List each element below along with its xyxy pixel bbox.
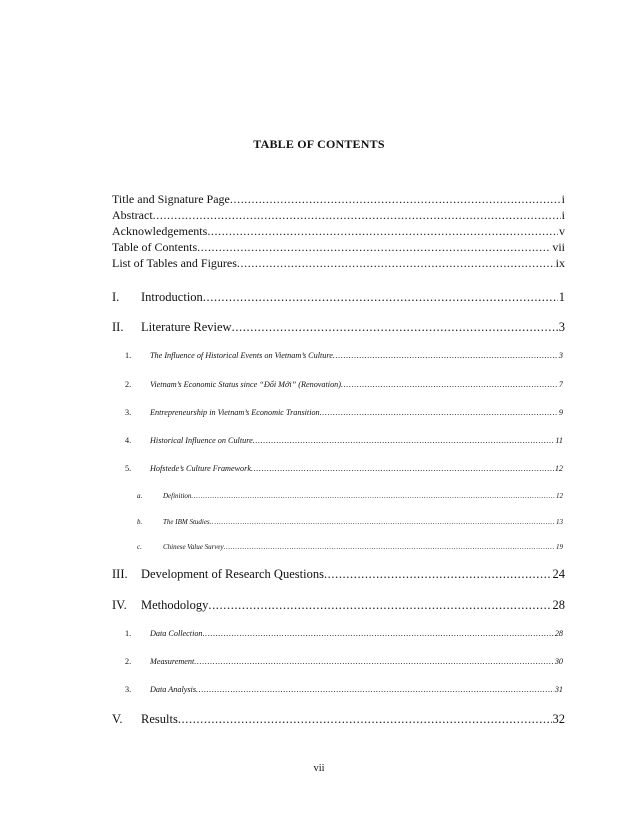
toc-subsection-entrepreneurship[interactable] [125, 408, 563, 417]
toc-subsection-data-collection[interactable] [125, 629, 563, 638]
section-number: V. [112, 712, 123, 726]
leader-dots [191, 492, 555, 500]
entry-page: 19 [556, 543, 563, 551]
section-number: I. [112, 290, 120, 304]
entry-title: Vietnam’s Economic Status since “Đổi Mới” (Renovation) [150, 380, 341, 389]
leader-dots [194, 657, 554, 666]
toc-subsection-historical-events[interactable] [125, 351, 563, 360]
toc-subsection-hofstede[interactable] [125, 464, 563, 473]
toc-entry-list-of-tables[interactable] [112, 256, 565, 271]
leader-dots [253, 436, 555, 445]
leader-dots [324, 567, 552, 582]
toc-entry-table-of-contents[interactable] [112, 240, 565, 255]
subsection-number: 3. [125, 685, 132, 694]
subsection-number: 2. [125, 380, 132, 389]
leader-dots [341, 380, 558, 389]
leader-dots [230, 192, 561, 207]
section-number: II. [112, 320, 124, 334]
entry-title: Definition [163, 492, 192, 500]
entry-title: Data Collection [150, 629, 203, 638]
entry-title: Title and Signature Page [112, 192, 230, 206]
subsection-number: 4. [125, 436, 132, 445]
entry-title: Development of Research Questions [141, 567, 324, 581]
entry-page: 12 [556, 492, 563, 500]
entry-title: Hofstede’s Culture Framework [150, 464, 251, 473]
subsection-number: 1. [125, 629, 132, 638]
toc-section-research-questions[interactable] [112, 567, 565, 582]
leader-dots [196, 685, 554, 694]
entry-page: 30 [554, 657, 563, 666]
leader-dots [203, 629, 554, 638]
page-number: vii [313, 763, 325, 774]
entry-title: Methodology [141, 598, 209, 612]
entry-page: v [559, 224, 565, 238]
entry-title: Literature Review [141, 320, 232, 334]
entry-page: 7 [558, 380, 563, 389]
entry-page: 3 [558, 320, 565, 334]
toc-entry-acknowledgements[interactable] [112, 224, 565, 239]
entry-title: Historical Influence on Culture [150, 436, 253, 445]
entry-title: Chinese Value Survey [163, 543, 224, 551]
subsubsection-letter: c. [137, 543, 142, 551]
entry-title: Abstract [112, 208, 153, 222]
toc-heading: TABLE OF CONTENTS [253, 137, 385, 151]
leader-dots [333, 351, 558, 360]
section-number: III. [112, 567, 128, 581]
section-number: IV. [112, 598, 127, 612]
toc-subsection-data-analysis[interactable] [125, 685, 563, 694]
toc-subsection-measurement[interactable] [125, 657, 563, 666]
subsection-number: 3. [125, 408, 132, 417]
entry-title: Results [141, 712, 178, 726]
toc-entry-title-page[interactable] [112, 192, 565, 207]
leader-dots [203, 290, 558, 305]
entry-page: 32 [552, 712, 565, 726]
entry-page: ix [555, 256, 565, 270]
subsection-number: 2. [125, 657, 132, 666]
entry-page: vii [552, 240, 565, 254]
entry-page: 12 [554, 464, 563, 473]
subsubsection-letter: a. [137, 492, 143, 500]
leader-dots [207, 224, 558, 239]
entry-page: 1 [558, 290, 565, 304]
entry-title: Introduction [141, 290, 203, 304]
entry-page: i [561, 192, 565, 206]
leader-dots [208, 598, 551, 613]
toc-subsubsection-chinese-value-survey[interactable] [137, 543, 563, 551]
toc-section-results[interactable] [112, 712, 565, 727]
toc-subsection-economic-status[interactable] [125, 380, 563, 389]
leader-dots [237, 256, 555, 271]
entry-title: The Influence of Historical Events on Vietnam’s Culture [150, 351, 333, 360]
entry-page: 31 [554, 685, 563, 694]
entry-page: 28 [552, 598, 565, 612]
toc-subsubsection-definition[interactable] [137, 492, 563, 500]
leader-dots [232, 320, 558, 335]
entry-page: i [561, 208, 565, 222]
toc-section-methodology[interactable] [112, 598, 565, 613]
entry-title: Acknowledgements [112, 224, 208, 238]
subsection-number: 1. [125, 351, 132, 360]
entry-title: Data Analysis [150, 685, 197, 694]
toc-subsection-historical-influence[interactable] [125, 436, 563, 445]
entry-title: Entrepreneurship in Vietnam’s Economic Transition [150, 408, 320, 417]
entry-page: 11 [555, 436, 563, 445]
entry-page: 24 [552, 567, 565, 581]
leader-dots [153, 208, 561, 223]
leader-dots [210, 518, 555, 526]
entry-title: Table of Contents [112, 240, 198, 254]
toc-section-introduction[interactable] [112, 290, 565, 305]
entry-page: 28 [554, 629, 563, 638]
leader-dots [224, 543, 555, 551]
entry-page: 9 [558, 408, 563, 417]
entry-page: 13 [556, 518, 563, 526]
toc-entry-abstract[interactable] [112, 208, 565, 223]
leader-dots [251, 464, 554, 473]
toc-subsubsection-ibm-studies[interactable] [137, 518, 563, 526]
leader-dots [178, 712, 552, 727]
subsection-number: 5. [125, 464, 132, 473]
entry-page: 3 [558, 351, 563, 360]
toc-section-literature-review[interactable] [112, 320, 565, 335]
entry-title: The IBM Studies [163, 518, 210, 526]
subsubsection-letter: b. [137, 518, 143, 526]
leader-dots [197, 240, 551, 255]
entry-title: Measurement [150, 657, 195, 666]
leader-dots [320, 408, 558, 417]
entry-title: List of Tables and Figures [112, 256, 237, 270]
